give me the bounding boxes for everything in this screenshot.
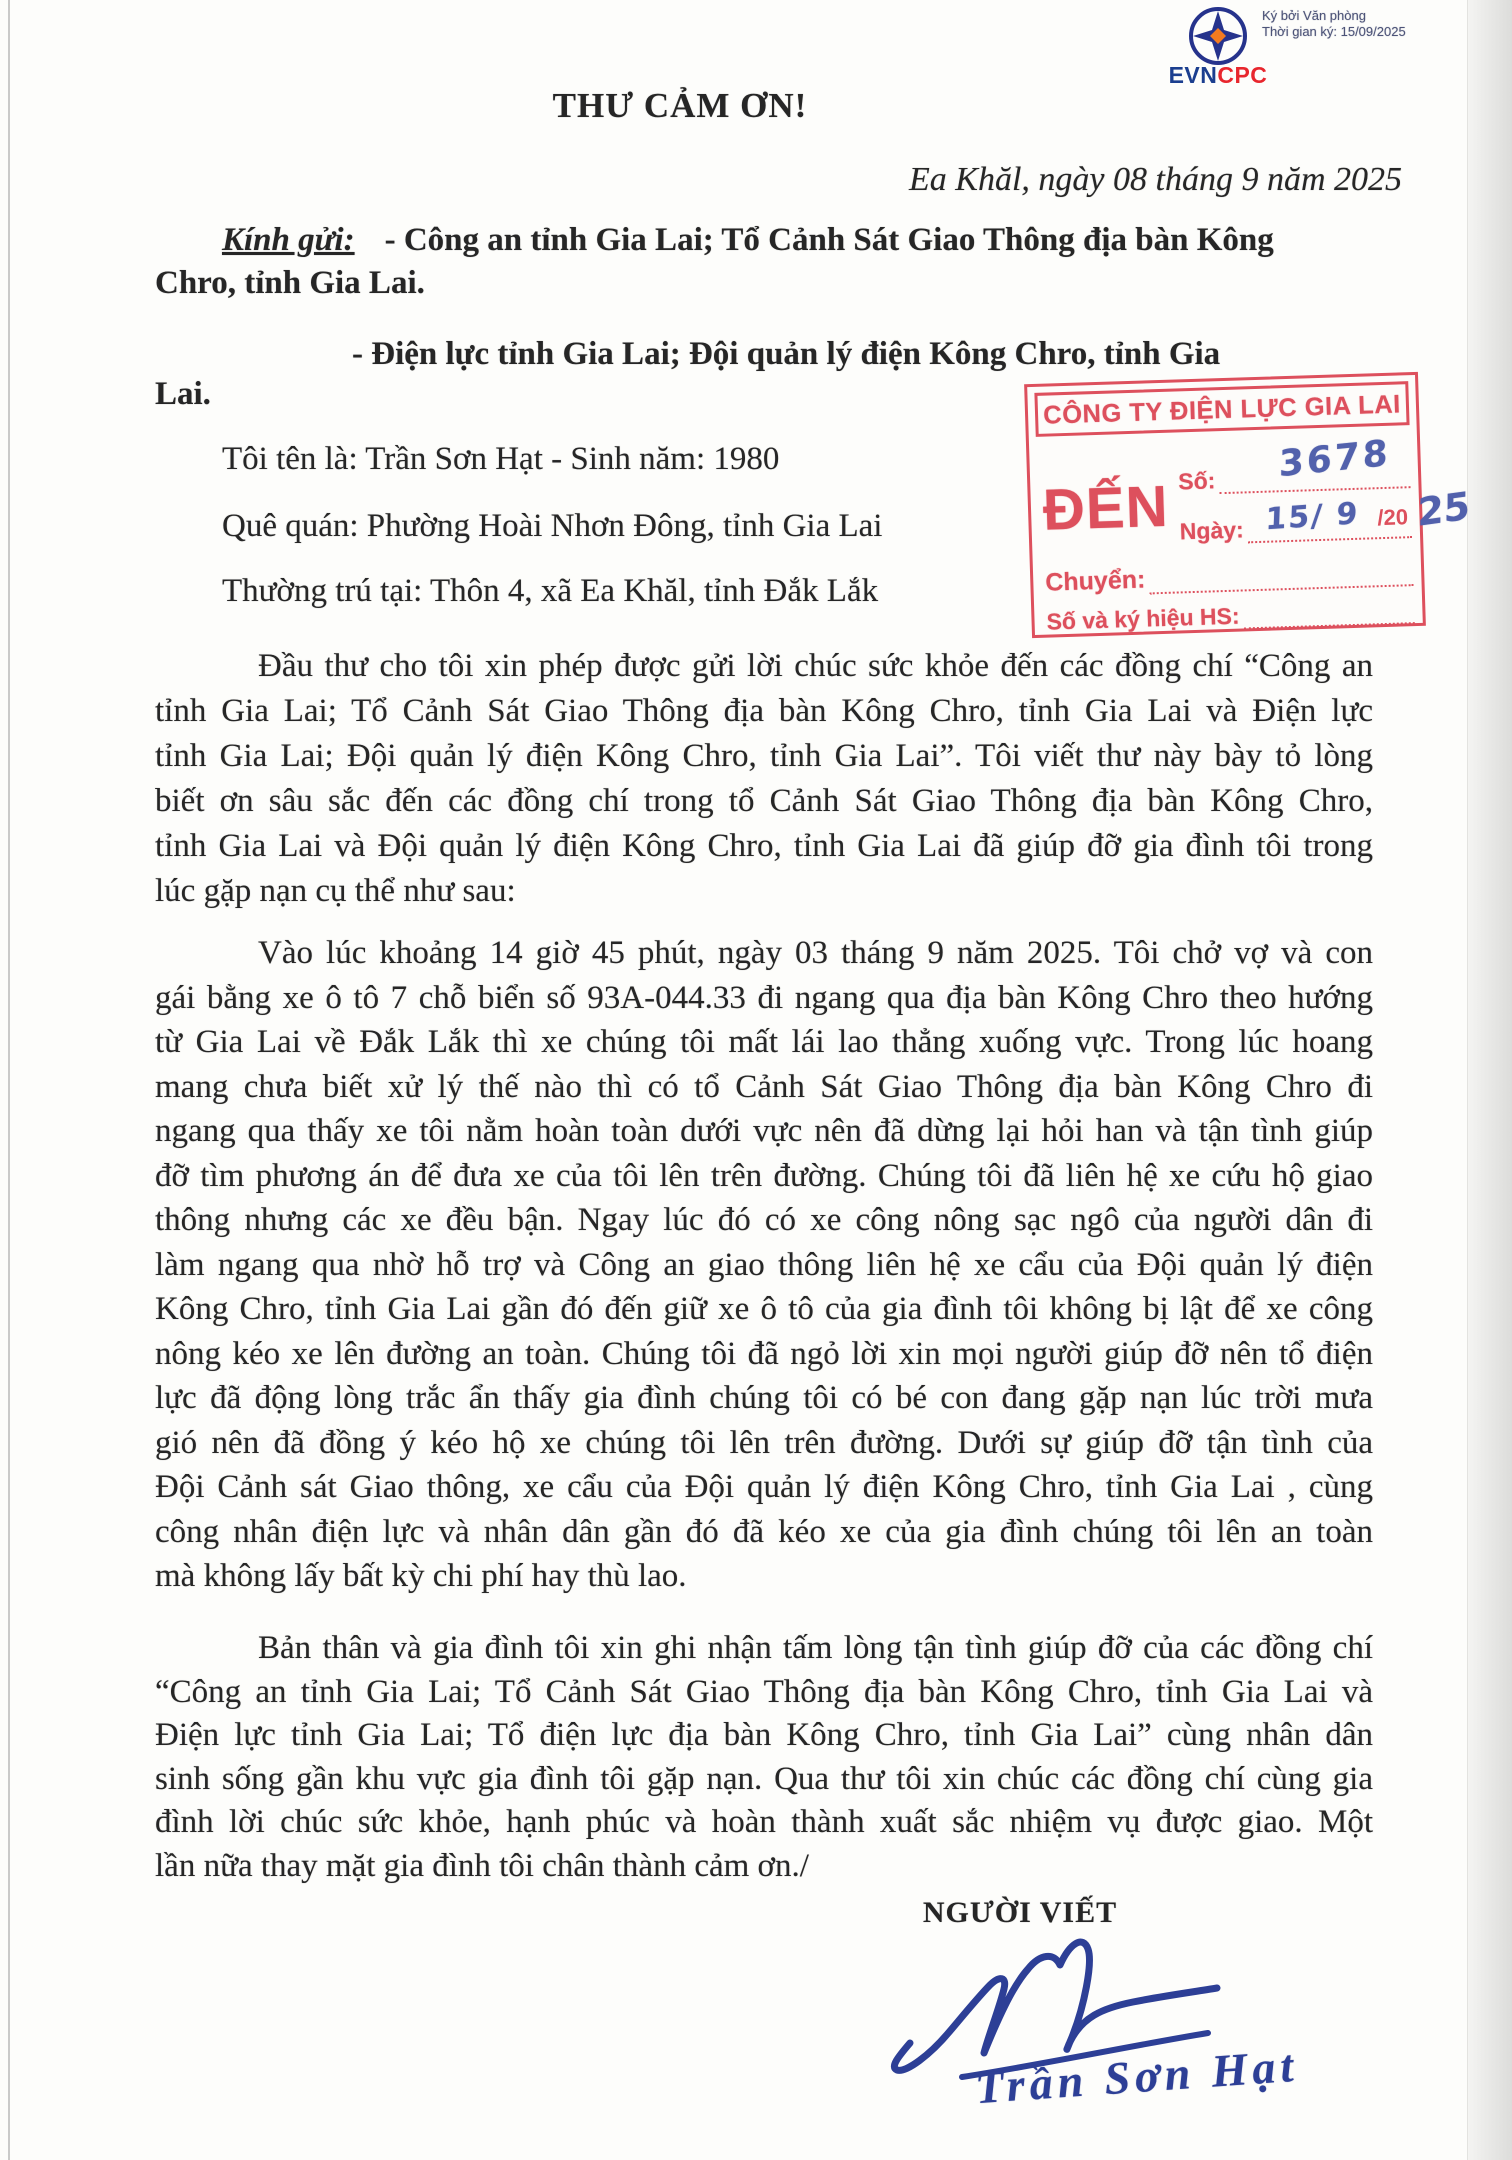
- evncpc-wordmark: [1164, 62, 1272, 89]
- stamp-file-code-row: [1046, 597, 1415, 636]
- body-line: tỉnh Gia Lai và Đội quản lý điện Kông Chro, tỉnh Gia Lai đã giúp đỡ gia đình tôi trong: [155, 828, 1373, 864]
- writer-label: NGƯỜI VIẾT: [922, 1896, 1118, 1929]
- stamp-ngay-label: Ngày:: [1179, 516, 1245, 545]
- body-line: Vào lúc khoảng 14 giờ 45 phút, ngày 03 tháng 9 năm 2025. Tôi chở vợ và con: [258, 935, 1373, 971]
- stamp-company-name: CÔNG TY ĐIỆN LỰC GIA LAI: [1034, 381, 1409, 437]
- body-line: tỉnh Gia Lai; Tổ Cảnh Sát Giao Thông địa bàn Kông Chro, tỉnh Gia Lai và Điện lực: [155, 693, 1373, 729]
- digital-sign-by: Ký bởi Văn phòng: [1262, 8, 1366, 23]
- body-line: Đầu thư cho tôi xin phép được gửi lời chúc sức khỏe đến các đồng chí “Công an: [258, 648, 1373, 684]
- recipients-line-4: Lai.: [155, 376, 211, 412]
- body-line: mà không lấy bất kỳ chi phí hay thù lao.: [155, 1558, 687, 1594]
- paragraph-incident: [155, 931, 1373, 1599]
- body-line: gió nên đã đồng ý kéo hộ xe chúng tôi lên trên đường. Dưới sự giúp đỡ tận tình của: [155, 1424, 1373, 1461]
- digital-sign-note: [1262, 8, 1512, 40]
- sender-hometown-line: Quê quán: Phường Hoài Nhơn Đông, tỉnh Gia Lai: [222, 508, 883, 544]
- stamp-forward-row: [1045, 557, 1414, 598]
- body-line: làm ngang qua nhờ hỗ trợ và Công an giao thông liên hệ xe cẩu của Đội quản lý điện: [155, 1246, 1373, 1283]
- scan-edge-artifact-left: [8, 0, 10, 2160]
- handwritten-signer-name: Trần Sơn Hạt: [973, 2039, 1300, 2114]
- cpc-text: CPC: [1217, 62, 1268, 88]
- stamp-den-word: ĐẾN: [1042, 473, 1170, 543]
- kinh-gui-label: Kính gửi:: [222, 222, 355, 258]
- body-line: gái bằng xe ô tô 7 chỗ biển số 93A-044.33 đi ngang qua địa bàn Kông Chro theo hướng: [155, 979, 1373, 1016]
- stamp-number-row: [1177, 432, 1411, 495]
- digital-sign-time: Thời gian ký: 15/09/2025: [1262, 24, 1406, 39]
- body-line: Đội Cảnh sát Giao thông, xe cẩu của Đội quản lý điện Kông Chro, tỉnh Gia Lai , cùng: [155, 1469, 1373, 1505]
- evn-text: EVN: [1168, 62, 1218, 88]
- sender-name-line: Tôi tên là: Trần Sơn Hạt - Sinh năm: 1980: [222, 441, 780, 477]
- place-date-line: Ea Khăl, ngày 08 tháng 9 năm 2025: [909, 161, 1402, 198]
- stamp-hs-label: Số và ký hiệu HS:: [1046, 602, 1240, 635]
- body-line: lần nữa thay mặt gia đình tôi chân thành cảm ơn./: [155, 1847, 809, 1884]
- recipients-line-1: [222, 222, 1274, 259]
- body-line: thông nhưng các xe đều bận. Ngay lúc đó có xe công nông sạc ngô của người dân đi: [155, 1202, 1373, 1238]
- recipients-line-3: - Điện lực tỉnh Gia Lai; Đội quản lý điện Kông Chro, tỉnh Gia: [352, 336, 1221, 372]
- body-line: nông kéo xe lên đường an toàn. Chúng tôi đã ngỏ lời xin mọi người giúp đỡ nên tổ điện: [155, 1335, 1373, 1372]
- recipients-line-2: Chro, tỉnh Gia Lai.: [155, 265, 425, 301]
- body-line: mang chưa biết xử lý thế nào thì có tổ Cảnh Sát Giao Thông địa bàn Kông Chro đi: [155, 1068, 1373, 1105]
- stamp-so-label: Số:: [1177, 467, 1216, 495]
- recipient-police: - Công an tỉnh Gia Lai; Tổ Cảnh Sát Giao Thông địa bàn Kông: [384, 222, 1274, 258]
- body-line: sinh sống gần khu vực gia đình tôi gặp nạn. Qua thư tôi xin chúc các đồng chí cùng gia: [155, 1760, 1373, 1797]
- body-line: lúc gặp nạn cụ thể như sau:: [155, 873, 516, 909]
- sender-address-line: Thường trú tại: Thôn 4, xã Ea Khăl, tỉnh Đắk Lắk: [222, 573, 879, 609]
- body-line: từ Gia Lai về Đắk Lắk thì xe chúng tôi mất lái lao thẳng xuống vực. Trong lúc hoang: [155, 1024, 1373, 1060]
- paragraph-gratitude: [155, 1627, 1373, 1888]
- body-line: biết ơn sâu sắc đến các đồng chí trong tổ Cảnh Sát Giao Thông địa bàn Kông Chro,: [155, 783, 1373, 819]
- stamp-date-row: [1179, 483, 1470, 545]
- handwritten-signature-flourish: [840, 1925, 1310, 2155]
- letter-title: THƯ CẢM ƠN!: [552, 86, 808, 125]
- body-line: ngang qua thấy xe tôi nằm hoàn toàn dưới vực nên đã dừng lại hỏi han và tận tình giúp: [155, 1113, 1373, 1149]
- handwritten-number: 3678: [1278, 432, 1391, 486]
- dotted-line: [1248, 483, 1470, 543]
- body-line: đình lời chúc sức khỏe, hạnh phúc và hoàn thành xuất sắc nhiệm vụ được giao. Một: [155, 1804, 1373, 1840]
- handwritten-day-month: 15/ 9: [1264, 496, 1360, 538]
- body-line: “Công an tỉnh Gia Lai; Tổ Cảnh Sát Giao Thông địa bàn Kông Chro, tỉnh Gia Lai và: [155, 1673, 1373, 1710]
- body-line: công nhân điện lực và nhân dân gần đó đã kéo xe của gia đình chúng tôi lên an toàn: [155, 1513, 1373, 1550]
- paragraph-greeting: [155, 644, 1373, 914]
- incoming-mail-stamp: [1024, 372, 1470, 638]
- printed-year-prefix: /20: [1376, 504, 1409, 531]
- scan-edge-shadow-right: [1467, 0, 1512, 2160]
- body-line: lực đã động lòng trắc ẩn thấy gia đình chúng tôi có bé con đang gặp nạn lúc trời mưa: [155, 1380, 1373, 1416]
- dotted-line: [1244, 616, 1415, 629]
- body-line: đỡ tìm phương án để đưa xe của tôi lên trên đường. Chúng tôi đã liên hệ xe cứu hộ giao: [155, 1157, 1373, 1194]
- body-line: Điện lực tỉnh Gia Lai; Tổ điện lực địa bàn Kông Chro, tỉnh Gia Lai” cùng nhân dân: [155, 1717, 1373, 1753]
- stamp-chuyen-label: Chuyển:: [1044, 565, 1146, 597]
- body-line: tỉnh Gia Lai; Đội quản lý điện Kông Chro, tỉnh Gia Lai”. Tôi viết thư này bày tỏ lòng: [155, 738, 1373, 774]
- handwritten-year: 25: [1417, 483, 1470, 535]
- dotted-line: [1150, 578, 1414, 594]
- body-line: Bản thân và gia đình tôi xin ghi nhận tấm lòng tận tình giúp đỡ của các đồng chí: [258, 1630, 1373, 1666]
- dotted-line: [1219, 432, 1410, 494]
- body-line: Kông Chro, tỉnh Gia Lai gần đó đến giữ xe ô tô của gia đình tôi không bị lật để xe công: [155, 1291, 1373, 1327]
